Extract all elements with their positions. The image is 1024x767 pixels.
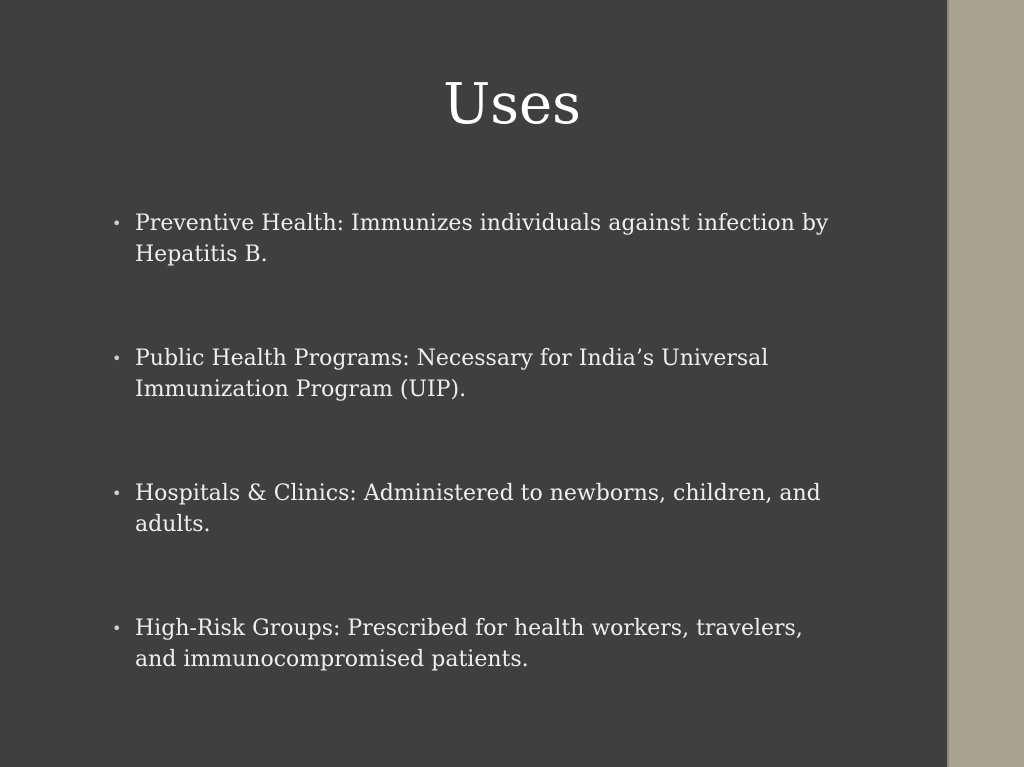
bullet-item-public-health <box>110 343 830 405</box>
bullet-dot-icon: • <box>112 619 122 638</box>
bullet-dot-icon: • <box>112 214 122 233</box>
bullet-text: Preventive Health: Immunizes individuals against infection by Hepatitis B. <box>135 211 829 267</box>
bullet-item-high-risk-groups <box>110 613 830 675</box>
bullet-dot-icon: • <box>112 349 122 368</box>
bullet-text: Public Health Programs: Necessary for India’s Universal Immunization Program (UIP). <box>135 346 769 402</box>
bullet-item-preventive-health <box>110 208 830 270</box>
bullet-dot-icon: • <box>112 484 122 503</box>
bullet-text: Hospitals & Clinics: Administered to newborns, children, and adults. <box>135 481 821 537</box>
bullet-list <box>110 208 830 748</box>
slide-title: Uses <box>443 72 581 137</box>
bullet-item-hospitals-clinics <box>110 478 830 540</box>
bullet-text: High-Risk Groups: Prescribed for health workers, travelers, and immunocompromised patients. <box>135 616 803 672</box>
